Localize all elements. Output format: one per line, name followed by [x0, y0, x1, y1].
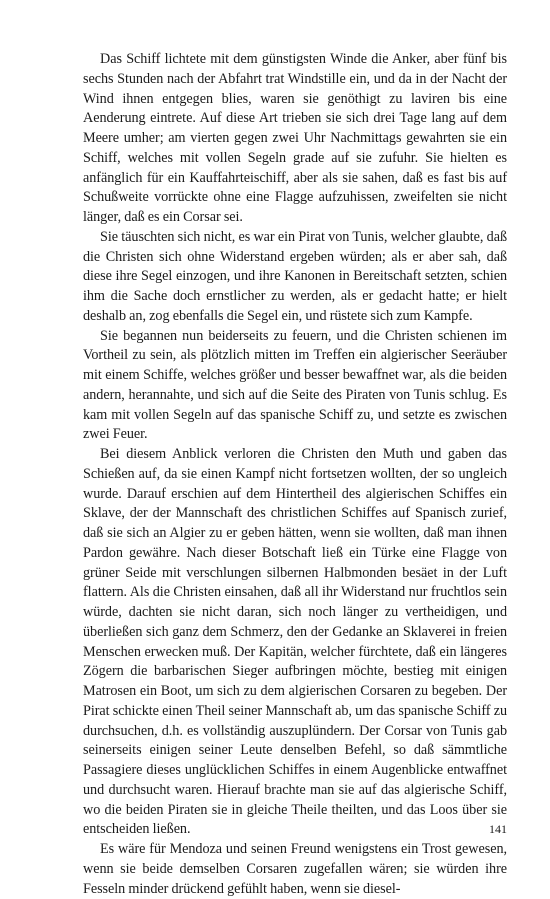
paragraph-3: Sie begannen nun beiderseits zu feuern, und die Christen schienen im Vortheil zu sein, als plötzlich mitten im Treffen ein algierischer Seeräuber mit einem Schiffe, welches größer und besser bewaffnet war, als die beiden andern, herannahte, und sich auf die Seite des Piraten von Tunis schlug. Es kam mit vollen Segeln auf das spanische Schiff zu, und setzte es zwischen zwei Feuer. — [83, 327, 507, 443]
paragraph-4: Bei diesem Anblick verloren die Christen den Muth und gaben das Schießen auf, da sie einen Kampf nicht fortsetzen wollten, der so ungleich wurde. Darauf erschien auf dem Hintertheil des algierischen Schiffes ein Sklave, der der Mannschaft des christlichen Schiffes auf Spanisch zurief, daß sie sich an Algier zu er geben hätten, wenn sie wollten, daß man ihnen Pardon gewähre. Nach dieser Botschaft ließ ein Türke eine Flagge von grüner Seide mit verschlungen silbernen Halbmonden besäet in der Luft flattern. Als die Christen einsahen, daß all ihr Widerstand nur fruchtlos sein würde, dachten sie nicht daran, sich noch länger zu vertheidigen, und überließen sich ganz dem Schmerz, den der Gedanke an Sklaverei in freien Menschen erwecken muß. Der Kapitän, welcher fürchtete, daß ein längeres Zögern die barbarischen Sieger aufbringen möchte, bestieg mit einigen Matrosen ein Boot, um sich zu dem algierischen Corsaren zu begeben. Der Pirat schickte einen Theil seiner Mannschaft ab, um das spanische Schiff zu durchsuchen, d.h. es vollständig auszuplündern. Der Corsar von Tunis gab seinerseits einigen seiner Leute denselben Befehl, so daß sämmtliche Passagiere dieses unglücklichen Schiffes in einem Augenblicke entwaffnet und durchsucht waren. Hierauf brachte man sie auf das algierische Schiff, wo die beiden Piraten sie in gleiche Theile theilten, und das Loos über sie entscheiden ließen. — [83, 446, 507, 838]
paragraph-1: Das Schiff lichtete mit dem günstigsten Winde die Anker, aber fünf bis sechs Stunden nach der Abfahrt trat Windstille ein, und da in der Nacht der Wind ihnen entgegen blies, waren sie genöthigt zu laviren bis eine Aenderung eintrete. Auf diese Art trieben sie sich drei Tage lang auf dem Meere umher; am vierten gegen zwei Uhr Nachmittags gewahrten sie ein Schiff, welches mit vollen Segeln grade auf sie zufuhr. Sie hielten es anfänglich für ein Kauffahrteischiff, aber als sie sahen, daß es fast bis auf Schußweite vorrückte ohne eine Flagge aufzuhissen, zweifelten sie nicht länger, daß es ein Corsar sei. — [83, 51, 507, 225]
page-body — [83, 50, 507, 899]
paragraph-5: Es wäre für Mendoza und seinen Freund wenigstens ein Trost gewesen, wenn sie beide demselben Corsaren zugefallen wären; sie würden ihre Fesseln minder drückend gefühlt haben, wenn sie diesel- — [83, 841, 507, 897]
page-number: 141 — [489, 822, 507, 836]
paragraph-2: Sie täuschten sich nicht, es war ein Pirat von Tunis, welcher glaubte, daß die Christen sich ohne Widerstand ergeben würden; als er aber sah, daß diese ihre Segel einzogen, und ihre Kanonen in Bereitschaft setzten, schien ihm die Sache doch ernstlicher zu werden, als er gedacht hatte; er hielt deshalb an, zog ebenfalls die Segel ein, und rüstete sich zum Kampfe. — [83, 228, 507, 324]
